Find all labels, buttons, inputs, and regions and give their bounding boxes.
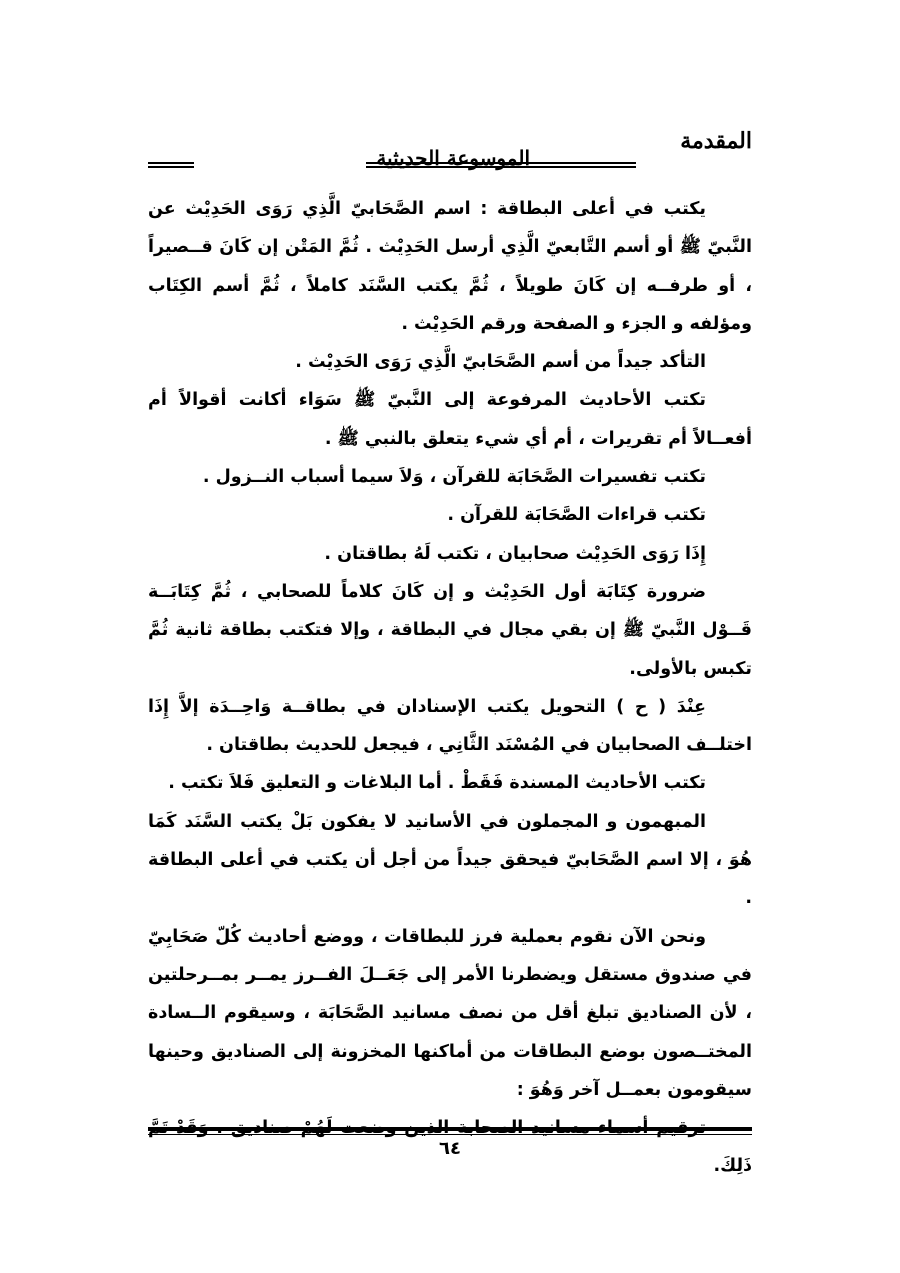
- page-header: [148, 118, 752, 178]
- paragraph: إِذَا رَوَى الحَدِيْث صحابيان ، تكتب لَهُ بطاقتان .: [324, 543, 706, 564]
- chapter-title: المقدمة: [680, 128, 752, 154]
- paragraph: ضرورة كِتَابَة أول الحَدِيْث و إن كَانَ كلاماً للصحابي ، ثُمَّ كِتَابَــة قَــوْل النَّبيّ ﷺ إن بقي مجال في البطاقة ، وإلا فتكتب بطاقة ثانية ثُمَّ تكبس بالأولى.: [148, 581, 752, 679]
- footer-rule-thin: [148, 1134, 752, 1135]
- paragraph: ونحن الآن نقوم بعملية فرز للبطاقات ، ووضع أحاديث كُلّ صَحَابِيّ في صندوق مستقل ويضطرنا الأمر إلى جَعَــلَ الفــرز يمــر بمــرحلتين ، لأن الصناديق تبلغ أقل من نصف مسانيد الصَّحَابَة ، وسيقوم الــسادة المختــصون بوضع البطاقات من أماكنها المخزونة إلى الصناديق وحينها سيقومون بعمــل آخر وَهُوَ :: [148, 926, 752, 1100]
- body-text: [148, 190, 752, 1186]
- paragraph: ترقيم أسماء مسانيد الصحابة الذين وضعت لَهُمْ صناديق ، وَقَدْ تَمَّ ذَلِكَ.: [148, 1118, 752, 1177]
- footer-rule: [148, 1127, 752, 1135]
- paragraph: تكتب تفسيرات الصَّحَابَة للقرآن ، وَلاَ سيما أسباب النــزول .: [202, 467, 706, 488]
- header-rule-short: [148, 162, 194, 168]
- book-title: الموسوعة الحديثية: [376, 146, 530, 170]
- paragraph: عِنْدَ ( ح ) التحويل يكتب الإسنادان في بطاقــة وَاحِــدَة إلاَّ إِذَا اختلــف الصحابيان في المُسْنَد الثَّانِي ، فيجعل للحديث بطاقتان .: [148, 696, 752, 756]
- paragraph: تكتب الأحاديث المرفوعة إلى النَّبيّ ﷺ سَوَاء أكانت أقوالاً أم أفعــالاً أم تقريرات ، أم أي شيء يتعلق بالنبي ﷺ .: [148, 390, 752, 449]
- paragraph: تكتب الأحاديث المسندة فَقَطْ . أما البلاغات و التعليق فَلاَ تكتب .: [168, 773, 706, 794]
- paragraph: يكتب في أعلى البطاقة : اسم الصَّحَابيّ الَّذِي رَوَى الحَدِيْث عن النَّبيّ ﷺ أو أسم التَّابعيّ الَّذِي أرسل الحَدِيْث . ثُمَّ المَتْن إن كَانَ قــصيراً ، أو طرفــه إن كَانَ طويلاً ، ثُمَّ يكتب السَّنَد كاملاً ، ثُمَّ أسم الكِتَاب ومؤلفه و الجزء و الصفحة ورقم الحَدِيْث .: [148, 199, 752, 334]
- paragraph: تكتب قراءات الصَّحَابَة للقرآن .: [447, 505, 706, 526]
- page-number: ٦٤: [439, 1138, 461, 1159]
- paragraph: التأكد جيداً من أسم الصَّحَابيّ الَّذِي رَوَى الحَدِيْث .: [295, 352, 706, 373]
- paragraph: المبهمون و المجملون في الأسانيد لا يفكون بَلْ يكتب السَّنَد كَمَا هُوَ ، إلا اسم الصَّحَابيّ فيحقق جيداً من أجل أن يكتب في أعلى البطاقة .: [148, 811, 752, 909]
